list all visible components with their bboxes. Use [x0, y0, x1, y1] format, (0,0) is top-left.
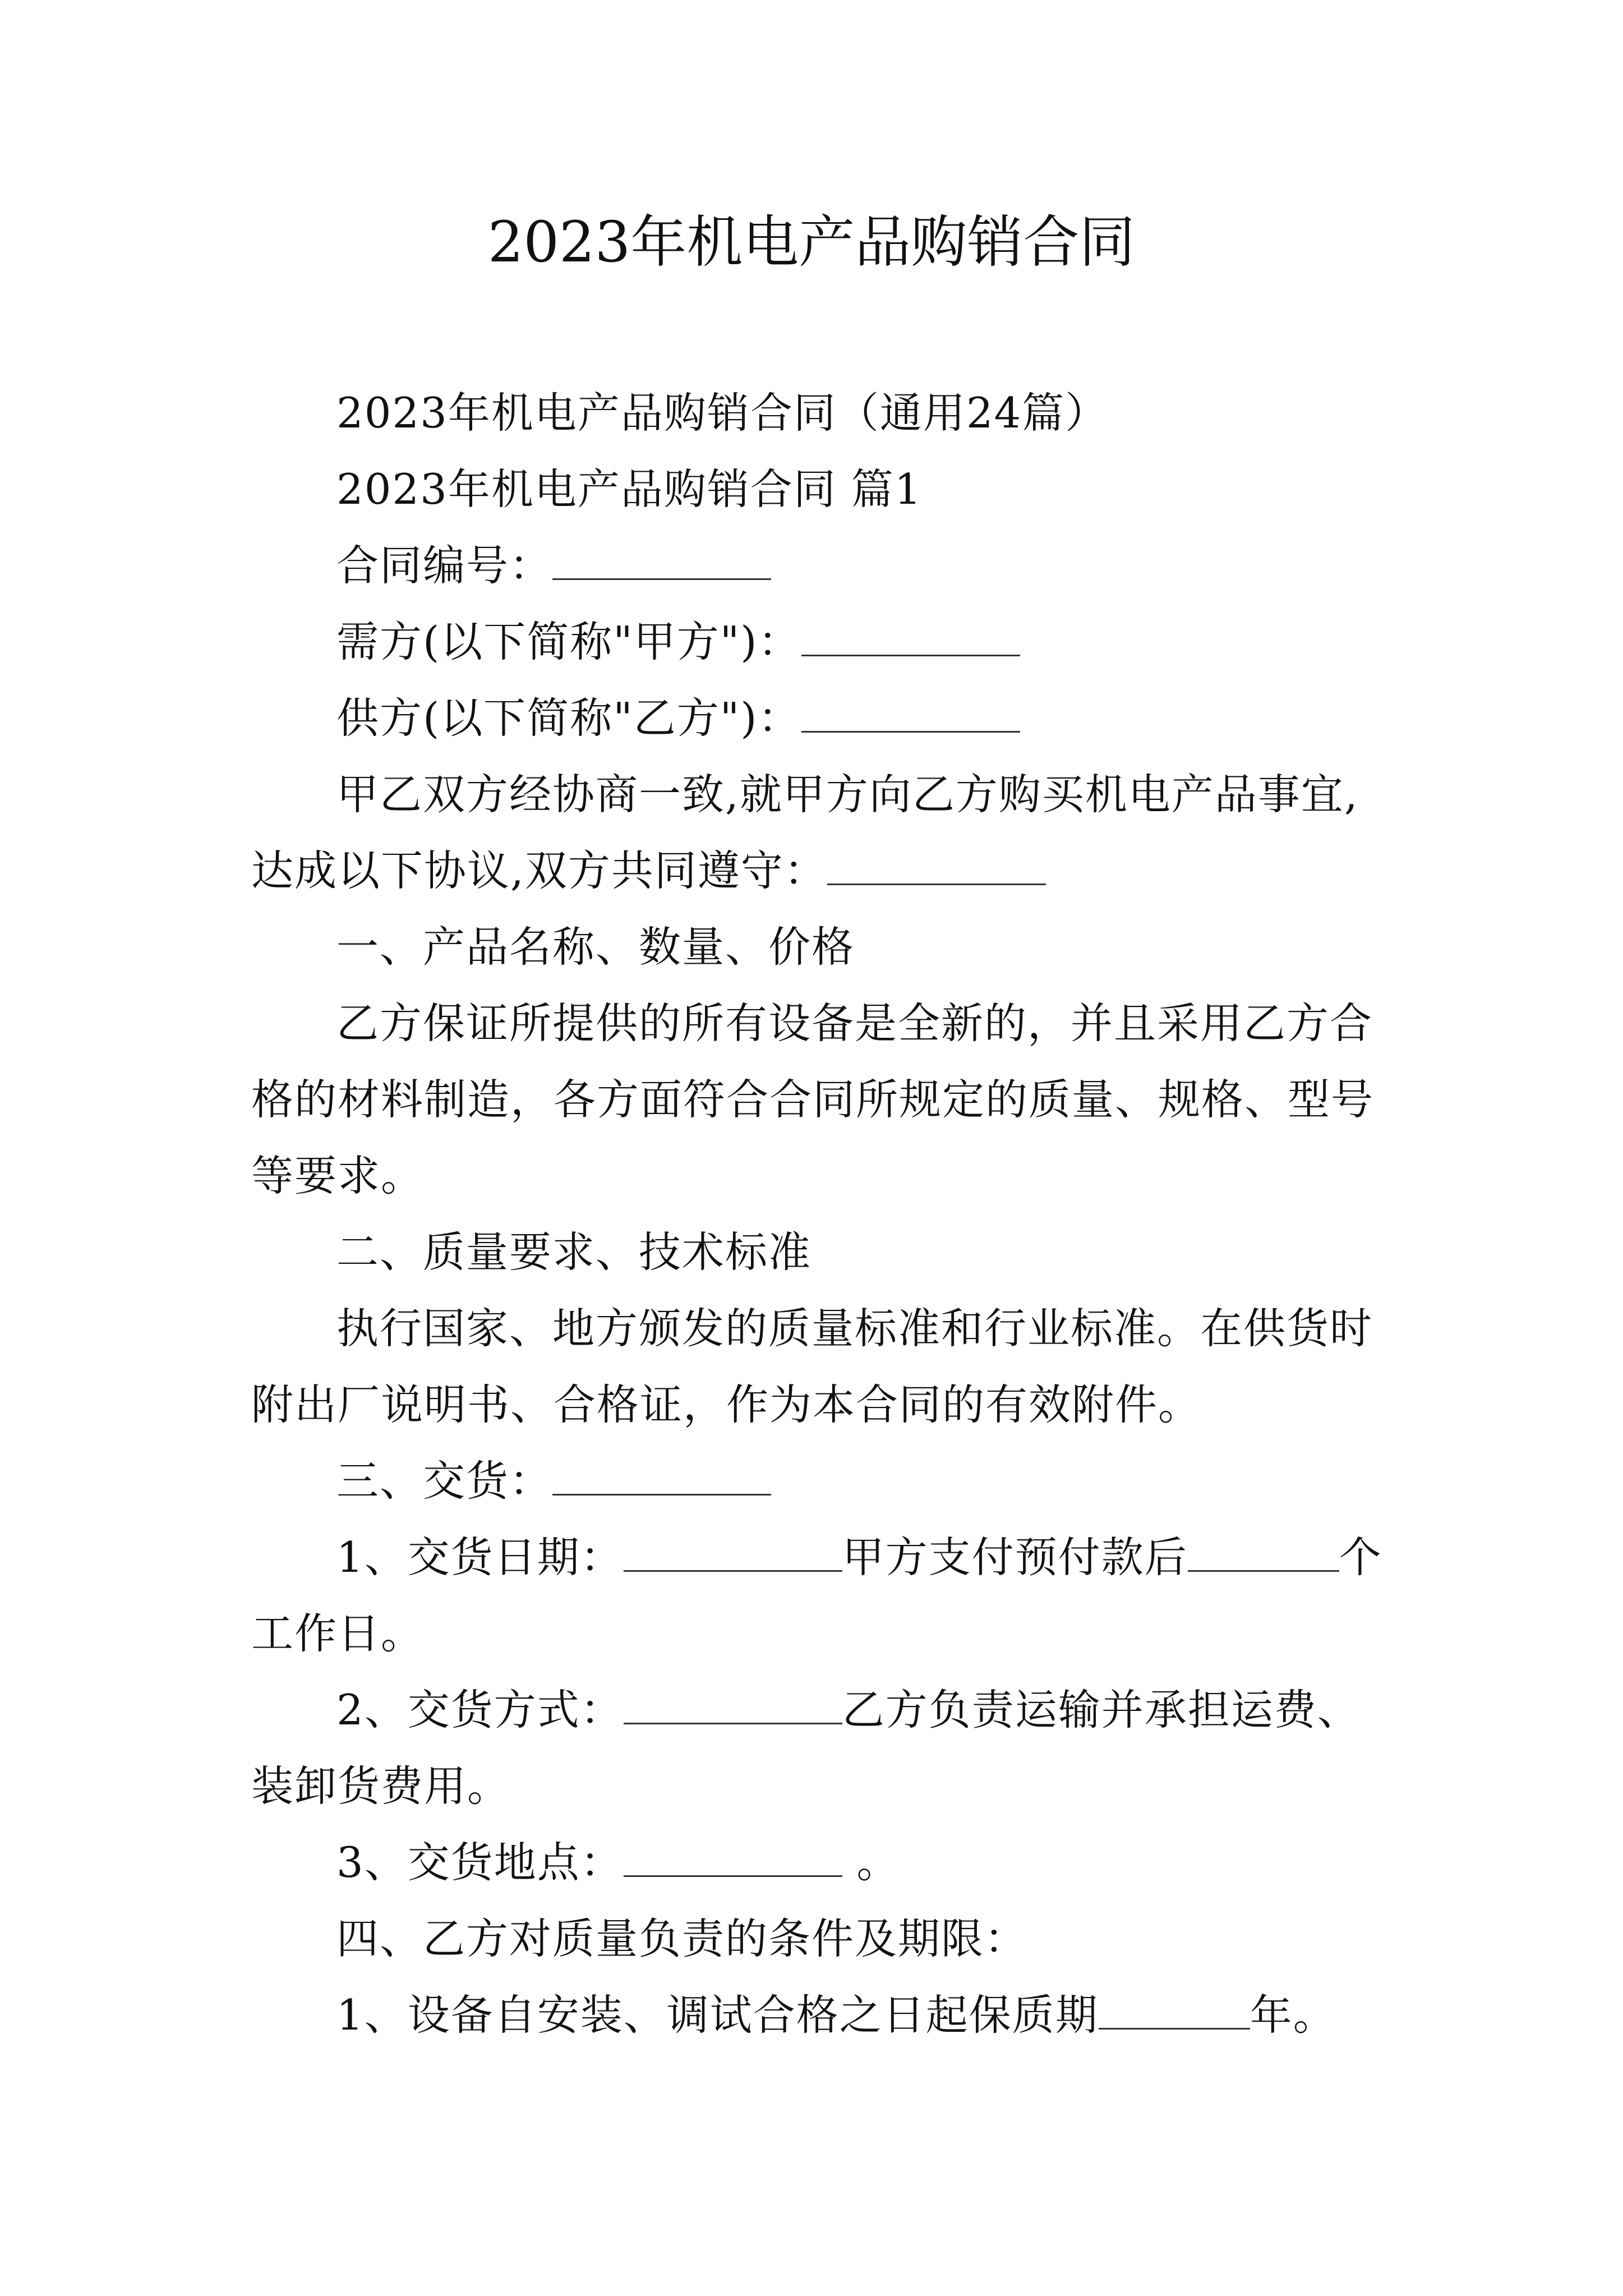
- delivery-place-blank: [624, 1842, 842, 1877]
- contract-number-line: [251, 527, 1390, 604]
- delivery-place-label: 3、交货地点：: [336, 1838, 624, 1887]
- clause-heading-2: [251, 1214, 1390, 1290]
- section-heading-1: [251, 451, 1390, 527]
- delivery-place-paragraph: [251, 1824, 1390, 1901]
- clause-heading-text: 一、产品名称、数量、价格: [336, 922, 855, 972]
- warranty-suffix: 年。: [1249, 1990, 1336, 2040]
- page-title: 2023年机电产品购销合同: [487, 209, 1136, 275]
- contract-number-blank: [552, 545, 771, 580]
- delivery-date-paragraph: [251, 1519, 1390, 1672]
- warranty-paragraph: [251, 1977, 1390, 2053]
- subtitle-line: [251, 375, 1390, 451]
- delivery-method-label: 2、交货方式：: [336, 1685, 624, 1734]
- clause-heading-1: [251, 909, 1390, 985]
- supplier-line: [251, 680, 1390, 756]
- delivery-method-paragraph: [251, 1672, 1390, 1824]
- subtitle-text: 2023年机电产品购销合同（通用24篇）: [336, 388, 1109, 438]
- clause-heading-4: [251, 1901, 1390, 1977]
- delivery-blank: [552, 1460, 771, 1496]
- warranty-years-blank: [1099, 1994, 1250, 2030]
- buyer-line: [251, 604, 1390, 680]
- clause-heading-text: 四、乙方对质量负责的条件及期限：: [336, 1914, 1028, 1963]
- agreement-blank: [827, 850, 1046, 885]
- contract-number-label: 合同编号：: [336, 541, 553, 590]
- clause-1-paragraph: [251, 985, 1390, 1214]
- clause-heading-3: [251, 1443, 1390, 1519]
- supplier-label: 供方(以下简称"乙方")：: [336, 693, 801, 743]
- clause-2-text: 执行国家、地方颁发的质量标准和行业标准。在供货时附出厂说明书、合格证，作为本合同的有效附件。: [251, 1304, 1373, 1429]
- clause-heading-text: 三、交货：: [336, 1456, 553, 1506]
- warranty-text: 1、设备自安装、调试合格之日起保质期: [336, 1990, 1099, 2040]
- document-body: [251, 375, 1390, 2053]
- delivery-date-blank: [624, 1536, 842, 1572]
- section-heading-text: 2023年机电产品购销合同 篇1: [336, 464, 923, 514]
- delivery-date-text: 甲方支付预付款后: [842, 1533, 1188, 1582]
- clause-heading-text: 二、质量要求、技术标准: [336, 1227, 812, 1277]
- buyer-blank: [801, 621, 1020, 656]
- delivery-method-text: 乙方负责运输并承担运费、装卸货费用。: [251, 1685, 1361, 1811]
- supplier-blank: [801, 697, 1020, 733]
- agreement-text: 甲乙双方经协商一致,就甲方向乙方购买机电产品事宜,达成以下协议,双方共同遵守：: [251, 770, 1359, 895]
- clause-1-text: 乙方保证所提供的所有设备是全新的，并且采用乙方合格的材料制造，各方面符合合同所规定的质量、规格、型号等要求。: [251, 999, 1375, 1200]
- clause-2-paragraph: [251, 1290, 1390, 1443]
- delivery-method-blank: [624, 1689, 842, 1724]
- agreement-paragraph: [251, 756, 1390, 909]
- delivery-date-suffix: 个工作日。: [251, 1533, 1382, 1658]
- workdays-blank: [1188, 1536, 1339, 1572]
- buyer-label: 需方(以下简称"甲方")：: [336, 617, 801, 666]
- delivery-date-label: 1、交货日期：: [336, 1533, 624, 1582]
- delivery-place-suffix: 。: [842, 1838, 900, 1887]
